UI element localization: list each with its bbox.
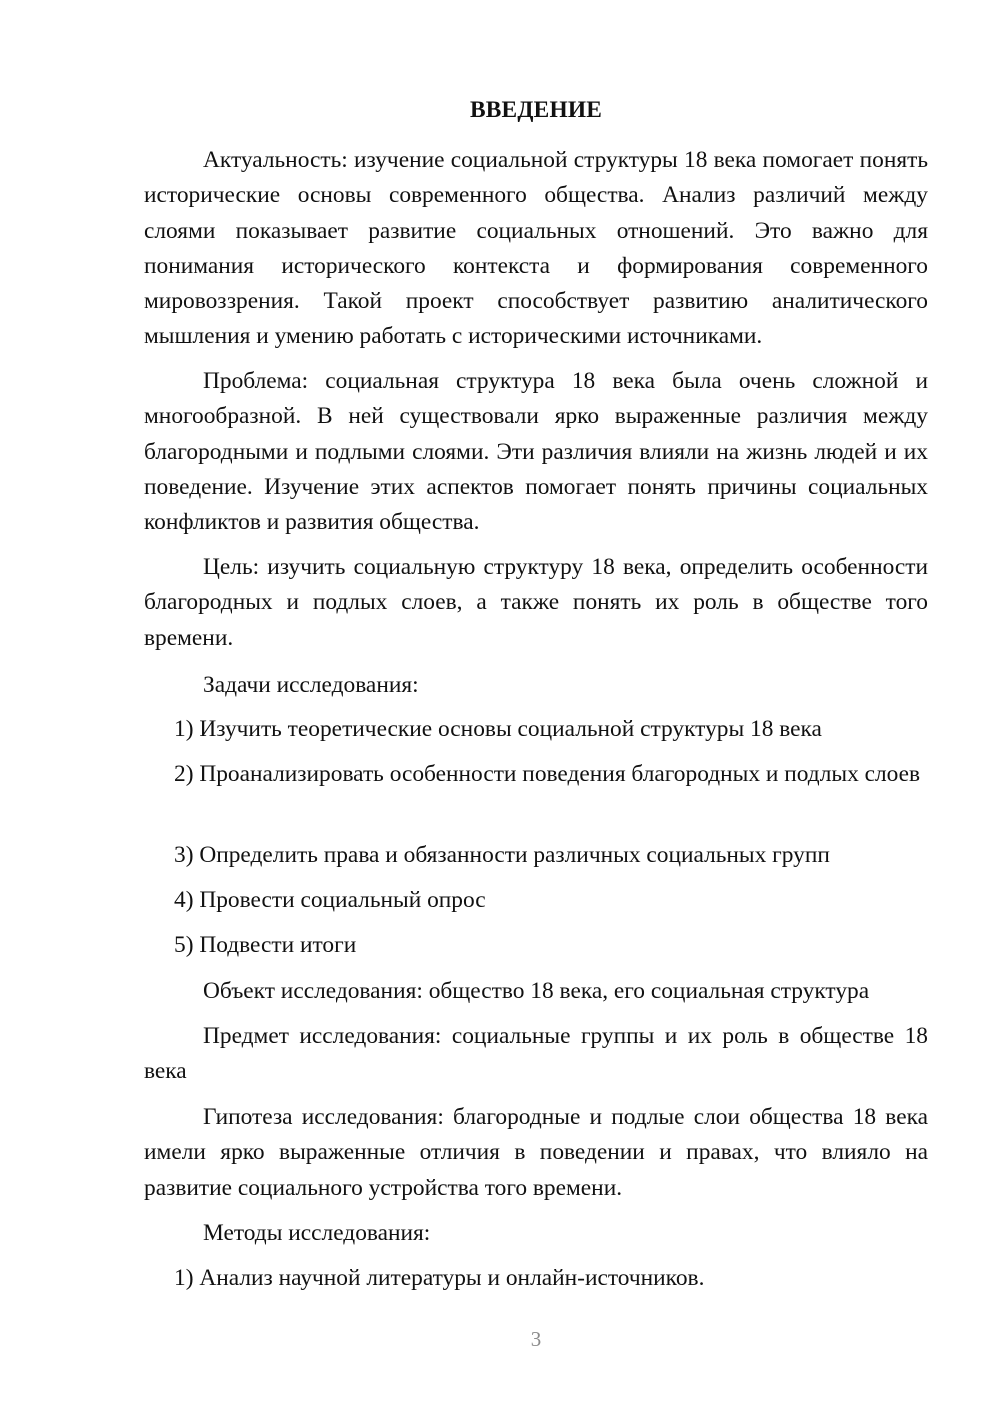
section-title: ВВЕДЕНИЕ (469, 97, 603, 123)
tasks-heading: Задачи исследования: (203, 672, 419, 698)
methods-heading: Методы исследования: (203, 1220, 431, 1246)
research-object: Объект исследования: общество 18 века, его социальная структура (203, 978, 870, 1004)
method-item-1: 1) Анализ научной литературы и онлайн-источников. (174, 1265, 705, 1291)
page-number: 3 (530, 1327, 542, 1351)
task-item-3: 3) Определить права и обязанности различных социальных групп (174, 842, 830, 868)
hypothesis-paragraph: Гипотеза исследования: благородные и подлые слои общества 18 века имели ярко выраженные отличия в поведении и правах, что влияло на развитие социального устройства того времени. (144, 1104, 928, 1201)
problem-paragraph: Проблема: социальная структура 18 века была очень сложной и многообразной. В ней существовали ярко выраженные различия между благородными и подлыми слоями. Эти различия влияли на жизнь людей и их поведение. Изучение этих аспектов помогает понять причины социальных конфликтов и развития общества. (144, 368, 928, 536)
task-item-4: 4) Провести социальный опрос (174, 887, 486, 913)
research-subject: Предмет исследования: социальные группы и их роль в обществе 18 века (144, 1023, 928, 1085)
goal-paragraph: Цель: изучить социальную структуру 18 века, определить особенности благородных и подлых слоев, а также понять их роль в обществе того времени. (144, 554, 928, 651)
relevance-paragraph: Актуальность: изучение социальной структуры 18 века помогает понять исторические основы современного общества. Анализ различий между слоями показывает развитие социальных отношений. Это важно для понимания исторического контекста и формирования современного мировоззрения. Такой проект способствует развитию аналитического мышления и умению работать с историческими источниками. (144, 147, 928, 350)
task-item-2: 2) Проанализировать особенности поведения благородных и подлых слоев (174, 761, 921, 787)
task-item-5: 5) Подвести итоги (174, 932, 357, 958)
task-item-1: 1) Изучить теоретические основы социальной структуры 18 века (174, 716, 822, 742)
